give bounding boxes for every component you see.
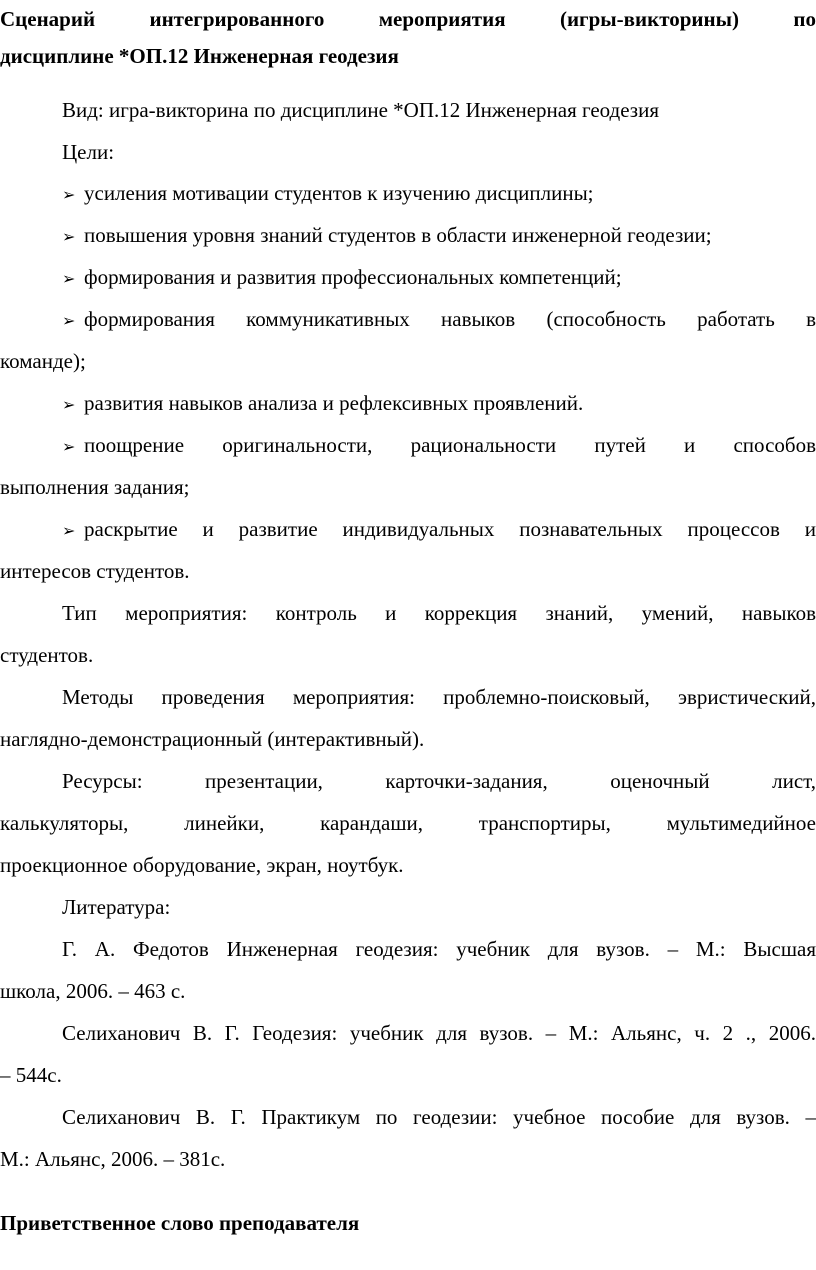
event-type-line-1: Тип мероприятия: контроль и коррекция знаний, умений, навыков [62,601,816,625]
methods-line-1: Методы проведения мероприятия: проблемно-поисковый, эвристический, [62,685,816,709]
resources-line-1: Ресурсы: презентации, карточки-задания, оценочный лист, [62,769,816,793]
literature-item-2-line-1: Селиханович В. Г. Геодезия: учебник для вузов. – М.: Альянс, ч. 2 ., 2006. [62,1021,816,1045]
goal-text: усиления мотивации студентов к изучению дисциплины; [84,181,594,205]
arrowhead-bullet-icon: ➢ [62,311,76,330]
literature-label: Литература: [62,895,171,919]
resources-line-2: калькуляторы, линейки, карандаши, транспортиры, мультимедийное [0,811,816,835]
document-title-line-1: Сценарий интегрированного мероприятия (игры-викторины) по [0,7,816,31]
event-type-line-2: студентов. [0,643,94,667]
literature-item-1-line-2: школа, 2006. – 463 с. [0,979,186,1003]
arrowhead-bullet-icon: ➢ [62,227,76,246]
goal-continuation: выполнения задания; [0,475,190,499]
literature-item-3-line-1: Селиханович В. Г. Практикум по геодезии: учебное пособие для вузов. – [62,1105,816,1129]
goal-text: формирования и развития профессиональных компетенций; [84,265,622,289]
literature-item-1-line-1: Г. А. Федотов Инженерная геодезия: учебник для вузов. – М.: Высшая [62,937,816,961]
goal-text: раскрытие и развитие индивидуальных познавательных процессов и [84,517,816,541]
arrowhead-bullet-icon: ➢ [62,395,76,414]
arrowhead-bullet-icon: ➢ [62,437,76,456]
goal-continuation: команде); [0,349,86,373]
literature-item-2-line-2: – 544с. [0,1063,62,1087]
section-heading: Приветственное слово преподавателя [0,1211,360,1235]
resources-line-3: проекционное оборудование, экран, ноутбук. [0,853,404,877]
goal-item [0,424,816,466]
goal-item [0,172,816,214]
arrowhead-bullet-icon: ➢ [62,521,76,540]
goal-text: повышения уровня знаний студентов в области инженерной геодезии; [84,223,712,247]
arrowhead-bullet-icon: ➢ [62,185,76,204]
goal-item [0,508,816,550]
goal-item [0,298,816,340]
goal-continuation: интересов студентов. [0,559,190,583]
goal-text: формирования коммуникативных навыков (способность работать в [84,307,816,331]
goals-label: Цели: [62,140,115,164]
goal-item [0,256,816,298]
goal-item [0,214,816,256]
goal-item [0,382,816,424]
arrowhead-bullet-icon: ➢ [62,269,76,288]
goal-text: развития навыков анализа и рефлексивных проявлений. [84,391,584,415]
document-title-line-2: дисциплине *ОП.12 Инженерная геодезия [0,44,399,68]
literature-item-3-line-2: М.: Альянс, 2006. – 381с. [0,1147,226,1171]
goal-text: поощрение оригинальности, рациональности путей и способов [84,433,816,457]
event-kind-line: Вид: игра-викторина по дисциплине *ОП.12 Инженерная геодезия [62,98,660,122]
methods-line-2: наглядно-демонстрационный (интерактивный). [0,727,425,751]
